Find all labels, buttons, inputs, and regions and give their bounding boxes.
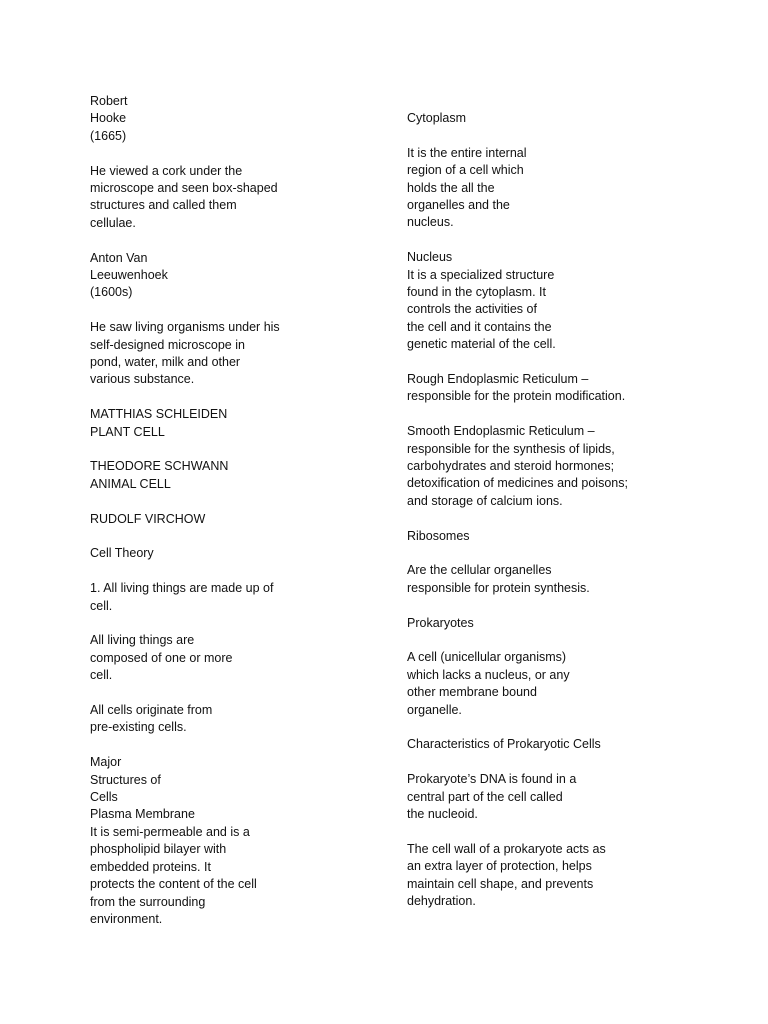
left-text-line: Anton Van — [90, 250, 148, 265]
right-blank-line — [407, 127, 657, 144]
left-text-line: structures and called them — [90, 198, 237, 213]
right-blank-line — [407, 597, 657, 614]
right-text-line: Are the cellular organelles — [407, 563, 552, 578]
right-text-line: nucleus. — [407, 215, 454, 230]
right-text-line: the nucleoid. — [407, 807, 478, 822]
left-text-line: from the surrounding — [90, 894, 206, 909]
right-text-line: It is a specialized structure — [407, 267, 555, 282]
left-text-line: environment. — [90, 911, 163, 926]
right-text-line: dehydration. — [407, 894, 476, 909]
left-text-line: composed of one or more — [90, 650, 233, 665]
right-text-line: organelles and the — [407, 198, 510, 213]
right-text-line: maintain cell shape, and prevents — [407, 876, 594, 891]
right-text-line: Smooth Endoplasmic Reticulum – — [407, 424, 595, 439]
left-text-line: self-designed microscope in — [90, 337, 245, 352]
left-text-line: Robert — [90, 94, 128, 108]
left-text-line: phospholipid bilayer with — [90, 842, 227, 857]
right-text-line: A cell (unicellular organisms) — [407, 650, 567, 665]
left-text-line: protects the content of the cell — [90, 877, 257, 892]
left-text-line: cell. — [90, 598, 113, 613]
left-text-line: Major — [90, 755, 122, 770]
right-blank-line — [407, 824, 657, 841]
left-text-line: All living things are — [90, 633, 195, 648]
right-text-line: carbohydrates and steroid hormones; — [407, 459, 615, 474]
right-text-line: responsible for the synthesis of lipids, — [407, 441, 615, 456]
left-text-line: He viewed a cork under the — [90, 163, 243, 178]
left-text-line: It is semi-permeable and is a — [90, 824, 250, 839]
right-text-line: It is the entire internal — [407, 145, 527, 160]
left-blank-line — [90, 528, 330, 545]
left-blank-line — [90, 685, 330, 702]
right-text-line: responsible for the protein modification. — [407, 389, 626, 404]
left-blank-line — [90, 302, 330, 319]
left-text-line: cell. — [90, 668, 113, 683]
right-text-line: which lacks a nucleus, or any — [407, 667, 570, 682]
right-blank-line — [407, 406, 657, 423]
left-blank-line — [90, 232, 330, 249]
left-text-line: ANIMAL CELL — [90, 476, 171, 491]
right-text-line: The cell wall of a prokaryote acts as — [407, 841, 606, 856]
left-text-line: MATTHIAS SCHLEIDEN — [90, 407, 228, 422]
left-text-line: (1600s) — [90, 285, 133, 300]
right-blank-line — [407, 232, 657, 249]
right-text-column — [407, 110, 657, 911]
right-text-line: detoxification of medicines and poisons; — [407, 476, 628, 491]
right-text-line: Ribosomes — [407, 528, 470, 543]
left-text-line: RUDOLF VIRCHOW — [90, 511, 206, 526]
right-text-line: Cytoplasm — [407, 111, 467, 125]
left-text-line: All cells originate from — [90, 703, 213, 718]
right-text-line: genetic material of the cell. — [407, 337, 556, 352]
left-blank-line — [90, 145, 330, 162]
right-text-line: the cell and it contains the — [407, 319, 552, 334]
left-text-line: Hooke — [90, 111, 127, 126]
right-text-line: responsible for protein synthesis. — [407, 580, 590, 595]
left-text-line: microscope and seen box-shaped — [90, 181, 278, 196]
right-blank-line — [407, 545, 657, 562]
left-text-line: pond, water, milk and other — [90, 355, 241, 370]
left-blank-line — [90, 441, 330, 458]
left-blank-line — [90, 563, 330, 580]
left-blank-line — [90, 737, 330, 754]
right-blank-line — [407, 354, 657, 371]
right-text-line: Characteristics of Prokaryotic Cells — [407, 737, 601, 752]
left-text-line: (1665) — [90, 128, 127, 143]
left-text-line: pre-existing cells. — [90, 720, 187, 735]
left-text-line: various substance. — [90, 372, 195, 387]
right-text-line: other membrane bound — [407, 685, 537, 700]
right-text-line: holds the all the — [407, 180, 495, 195]
right-text-line: Rough Endoplasmic Reticulum – — [407, 372, 589, 387]
left-text-line: embedded proteins. It — [90, 859, 211, 874]
left-text-line: Leeuwenhoek — [90, 268, 168, 283]
right-text-line: found in the cytoplasm. It — [407, 285, 546, 300]
right-blank-line — [407, 719, 657, 736]
left-text-line: 1. All living things are made up of — [90, 581, 274, 596]
left-text-line: Cells — [90, 790, 118, 805]
left-text-line: cellulae. — [90, 215, 136, 230]
right-text-line: Nucleus — [407, 250, 453, 265]
left-text-line: He saw living organisms under his — [90, 320, 280, 335]
right-text-line: organelle. — [407, 702, 462, 717]
left-text-line: Cell Theory — [90, 546, 154, 561]
right-text-line: controls the activities of — [407, 302, 537, 317]
left-text-line: Plasma Membrane — [90, 807, 195, 822]
right-text-line: Prokaryotes — [407, 615, 474, 630]
left-text-line: THEODORE SCHWANN — [90, 459, 229, 474]
right-blank-line — [407, 754, 657, 771]
right-blank-line — [407, 632, 657, 649]
right-text-line: and storage of calcium ions. — [407, 493, 563, 508]
right-text-line: an extra layer of protection, helps — [407, 859, 592, 874]
left-text-line: PLANT CELL — [90, 424, 165, 439]
left-blank-line — [90, 615, 330, 632]
right-text-line: central part of the cell called — [407, 789, 563, 804]
left-blank-line — [90, 389, 330, 406]
left-text-column — [90, 93, 330, 928]
right-text-line: Prokaryote’s DNA is found in a — [407, 772, 577, 787]
left-blank-line — [90, 493, 330, 510]
right-blank-line — [407, 510, 657, 527]
right-text-line: region of a cell which — [407, 163, 524, 178]
left-text-line: Structures of — [90, 772, 161, 787]
